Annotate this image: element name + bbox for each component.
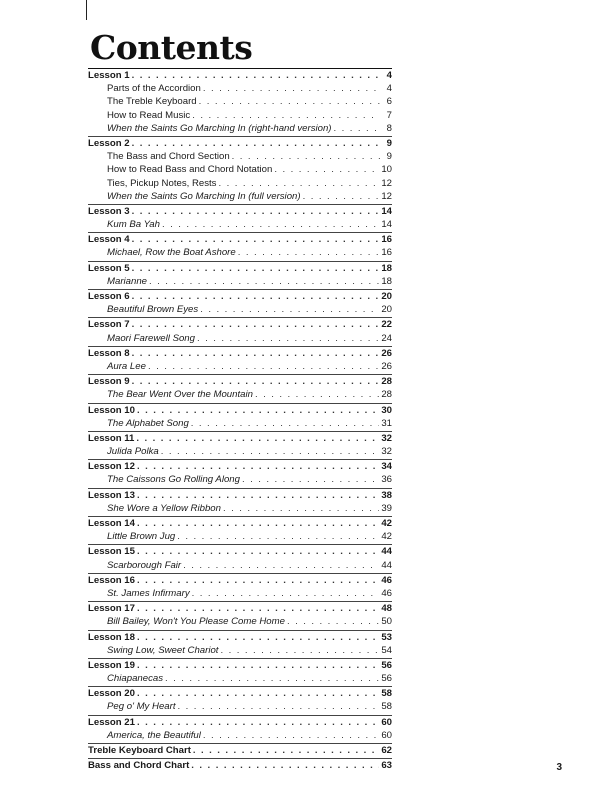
- toc-sub-entry-page: 20: [381, 304, 392, 316]
- toc-sub-entry: [88, 445, 392, 458]
- toc-lesson-entry: [88, 205, 392, 218]
- toc-lesson-entry-label: Lesson 21: [88, 716, 135, 728]
- toc-sub-entry: [88, 502, 392, 515]
- toc-lesson-entry-page: 60: [381, 716, 392, 728]
- toc-sub-entry: [88, 388, 392, 401]
- toc-lesson-entry-page: 38: [381, 489, 392, 501]
- toc-lesson-entry: [88, 759, 392, 772]
- toc-lesson-entry-page: 53: [381, 631, 392, 643]
- toc-lesson-entry-label: Lesson 1: [88, 70, 130, 81]
- toc-lesson-entry-label: Lesson 2: [88, 137, 130, 149]
- toc-lesson-entry: [88, 290, 392, 303]
- toc-group: [88, 137, 392, 205]
- toc-sub-entry-label: Maori Farewell Song: [107, 332, 195, 344]
- dot-leader: [232, 150, 380, 163]
- toc-sub-entry-label: Swing Low, Sweet Chariot: [107, 644, 219, 656]
- dot-leader: [137, 659, 379, 672]
- toc-sub-entry-page: 42: [381, 531, 392, 543]
- toc-group: [88, 631, 392, 659]
- toc-sub-entry-page: 12: [381, 190, 392, 202]
- toc-lesson-entry-page: 16: [381, 234, 392, 246]
- dot-leader: [137, 545, 379, 558]
- toc-sub-entry-label: The Bass and Chord Section: [107, 151, 230, 163]
- dot-leader: [132, 347, 380, 360]
- dot-leader: [274, 163, 379, 176]
- toc-lesson-entry-page: 14: [381, 205, 392, 217]
- toc-group: [88, 375, 392, 403]
- dot-leader: [303, 190, 380, 203]
- toc-sub-entry-page: 6: [386, 96, 392, 108]
- toc-lesson-entry: [88, 262, 392, 275]
- toc-lesson-entry: [88, 687, 392, 700]
- toc-sub-entry-page: 9: [386, 151, 392, 163]
- toc-sub-entry-label: America, the Beautiful: [107, 729, 201, 741]
- toc-sub-entry: [88, 95, 392, 108]
- toc-sub-entry: [88, 109, 392, 122]
- toc-lesson-entry: [88, 69, 392, 82]
- toc-sub-entry: [88, 530, 392, 543]
- toc-lesson-entry: [88, 631, 392, 644]
- toc-sub-entry-label: Beautiful Brown Eyes: [107, 304, 199, 316]
- toc-sub-entry: [88, 559, 392, 572]
- toc-sub-entry-page: 36: [381, 474, 392, 486]
- toc-lesson-entry: [88, 659, 392, 672]
- dot-leader: [177, 530, 379, 543]
- toc-lesson-entry-page: 62: [381, 745, 392, 756]
- dot-leader: [223, 502, 379, 515]
- toc-lesson-entry: [88, 716, 392, 729]
- dot-leader: [132, 233, 380, 246]
- toc-lesson-entry-page: 20: [381, 291, 392, 302]
- dot-leader: [137, 687, 379, 700]
- toc-sub-entry-page: 8: [386, 122, 392, 134]
- toc-lesson-entry-page: 18: [381, 262, 392, 274]
- toc-lesson-entry-label: Lesson 19: [88, 659, 135, 671]
- dot-leader: [137, 602, 379, 615]
- toc-lesson-entry-label: Lesson 15: [88, 546, 135, 558]
- toc-sub-entry-label: Michael, Row the Boat Ashore: [107, 247, 236, 259]
- dot-leader: [334, 122, 381, 135]
- toc-group: [88, 205, 392, 233]
- dot-leader: [192, 587, 380, 600]
- dot-leader: [165, 672, 379, 685]
- toc-sub-entry-label: She Wore a Yellow Ribbon: [107, 502, 221, 514]
- toc-sub-entry-page: 50: [381, 616, 392, 628]
- toc-sub-entry-page: 39: [381, 502, 392, 514]
- dot-leader: [191, 759, 379, 772]
- dot-leader: [132, 290, 380, 303]
- toc-sub-entry-page: 4: [386, 83, 392, 95]
- toc-sub-entry: [88, 163, 392, 176]
- toc-sub-entry-label: Peg o' My Heart: [107, 701, 176, 713]
- toc-sub-entry-label: The Bear Went Over the Mountain: [107, 389, 253, 401]
- dot-leader: [132, 262, 380, 275]
- dot-leader: [203, 82, 380, 95]
- toc-lesson-entry-page: 30: [381, 404, 392, 416]
- toc-sub-entry-label: St. James Infirmary: [107, 587, 190, 599]
- toc-sub-entry-page: 44: [381, 559, 392, 571]
- toc-lesson-entry-label: Lesson 14: [88, 518, 135, 529]
- toc-sub-entry-label: The Caissons Go Rolling Along: [107, 474, 240, 486]
- toc-lesson-entry-page: 4: [386, 70, 392, 81]
- dot-leader: [255, 388, 379, 401]
- toc-lesson-entry-label: Lesson 7: [88, 319, 130, 331]
- toc-lesson-entry: [88, 318, 392, 331]
- toc-sub-entry-label: Aura Lee: [107, 360, 146, 372]
- toc-lesson-entry-label: Lesson 6: [88, 291, 130, 302]
- toc-lesson-entry-label: Lesson 12: [88, 461, 135, 473]
- toc-sub-entry: [88, 700, 392, 713]
- toc-sub-entry: [88, 246, 392, 259]
- toc-sub-entry-label: Parts of the Accordion: [107, 83, 201, 95]
- dot-leader: [149, 275, 379, 288]
- toc-sub-entry-label: When the Saints Go Marching In (right-hand version): [107, 122, 332, 134]
- toc-lesson-entry: [88, 137, 392, 150]
- toc-sub-entry-label: Ties, Pickup Notes, Rests: [107, 177, 217, 189]
- toc-sub-entry: [88, 218, 392, 231]
- toc-sub-entry-page: 26: [381, 360, 392, 372]
- toc-sub-entry-label: Kum Ba Yah: [107, 219, 160, 231]
- toc-lesson-entry: [88, 404, 392, 417]
- toc-sub-entry: [88, 190, 392, 203]
- toc-lesson-entry: [88, 347, 392, 360]
- toc-group: [88, 290, 392, 318]
- toc-lesson-entry-page: 28: [381, 376, 392, 388]
- dot-leader: [162, 218, 379, 231]
- toc-sub-entry: [88, 332, 392, 345]
- dot-leader: [137, 489, 379, 502]
- toc-group: [88, 318, 392, 346]
- toc-lesson-entry-page: 58: [381, 688, 392, 700]
- dot-leader: [137, 574, 379, 587]
- toc-lesson-entry-page: 26: [381, 347, 392, 359]
- toc-lesson-entry-label: Lesson 10: [88, 404, 135, 416]
- page-title: Contents: [90, 28, 253, 67]
- dot-leader: [199, 95, 380, 108]
- toc-sub-entry: [88, 177, 392, 190]
- toc-lesson-entry: [88, 574, 392, 587]
- toc-lesson-entry: [88, 432, 392, 445]
- toc-lesson-entry: [88, 375, 392, 388]
- dot-leader: [132, 375, 380, 388]
- dot-leader: [192, 109, 380, 122]
- toc-sub-entry-label: Little Brown Jug: [107, 531, 176, 543]
- dot-leader: [183, 559, 379, 572]
- toc-sub-entry: [88, 729, 392, 742]
- dot-leader: [136, 432, 379, 445]
- toc-lesson-entry: [88, 517, 392, 530]
- toc-sub-entry-page: 58: [381, 701, 392, 713]
- toc-sub-entry-page: 16: [381, 247, 392, 259]
- dot-leader: [132, 205, 380, 218]
- toc-sub-entry-page: 31: [381, 417, 392, 429]
- toc-sub-entry-label: How to Read Music: [107, 109, 191, 121]
- toc-sub-entry-page: 10: [381, 164, 392, 176]
- dot-leader: [137, 517, 379, 530]
- toc-sub-entry: [88, 275, 392, 288]
- toc-lesson-entry-page: 42: [381, 518, 392, 529]
- toc-sub-entry-label: Bill Bailey, Won't You Please Come Home: [107, 616, 285, 628]
- toc-group: [88, 574, 392, 602]
- toc-lesson-entry-label: Lesson 17: [88, 603, 135, 615]
- toc-sub-entry: [88, 587, 392, 600]
- toc-sub-entry-label: When the Saints Go Marching In (full version): [107, 190, 301, 202]
- toc-lesson-entry-page: 63: [381, 760, 392, 772]
- toc-lesson-entry-label: Lesson 4: [88, 234, 130, 246]
- toc-lesson-entry-page: 56: [381, 659, 392, 671]
- toc-group: [88, 659, 392, 687]
- dot-leader: [197, 332, 379, 345]
- toc-lesson-entry-label: Lesson 9: [88, 376, 130, 388]
- dot-leader: [220, 644, 379, 657]
- toc-lesson-entry: [88, 545, 392, 558]
- dot-leader: [137, 631, 379, 644]
- toc-group: [88, 489, 392, 517]
- toc-group: [88, 545, 392, 573]
- toc-lesson-entry-label: Bass and Chord Chart: [88, 760, 190, 772]
- dot-leader: [193, 744, 379, 757]
- dot-leader: [238, 246, 380, 259]
- toc-sub-entry-label: How to Read Bass and Chord Notation: [107, 164, 273, 176]
- toc-lesson-entry-label: Lesson 16: [88, 574, 135, 586]
- dot-leader: [132, 318, 380, 331]
- toc-group: [88, 69, 392, 137]
- toc-group: [88, 759, 392, 773]
- toc-lesson-entry-page: 34: [381, 461, 392, 473]
- toc-sub-entry-page: 7: [386, 109, 392, 121]
- toc-lesson-entry: [88, 460, 392, 473]
- toc-sub-entry-label: Chiapanecas: [107, 673, 164, 685]
- toc-lesson-entry-page: 46: [381, 574, 392, 586]
- dot-leader: [148, 360, 379, 373]
- toc-lesson-entry-label: Lesson 3: [88, 205, 130, 217]
- toc-lesson-entry-page: 32: [381, 432, 392, 444]
- toc-sub-entry-page: 54: [381, 644, 392, 656]
- dot-leader: [218, 177, 379, 190]
- toc-sub-entry-page: 46: [381, 587, 392, 599]
- toc-lesson-entry-label: Treble Keyboard Chart: [88, 745, 191, 756]
- table-of-contents: [88, 68, 392, 773]
- toc-group: [88, 347, 392, 375]
- toc-group: [88, 460, 392, 488]
- toc-group: [88, 432, 392, 460]
- toc-group: [88, 744, 392, 759]
- toc-lesson-entry-page: 22: [381, 319, 392, 331]
- toc-lesson-entry-label: Lesson 5: [88, 262, 130, 274]
- toc-lesson-entry-label: Lesson 13: [88, 489, 135, 501]
- dot-leader: [203, 729, 379, 742]
- toc-sub-entry-page: 28: [381, 389, 392, 401]
- toc-lesson-entry-page: 9: [386, 137, 392, 149]
- toc-sub-entry-page: 12: [381, 177, 392, 189]
- toc-sub-entry-page: 32: [381, 446, 392, 458]
- toc-lesson-entry-label: Lesson 18: [88, 631, 135, 643]
- toc-sub-entry: [88, 672, 392, 685]
- toc-sub-entry: [88, 360, 392, 373]
- toc-sub-entry: [88, 417, 392, 430]
- toc-group: [88, 517, 392, 545]
- toc-sub-entry: [88, 122, 392, 135]
- dot-leader: [137, 716, 379, 729]
- toc-sub-entry-label: Scarborough Fair: [107, 559, 182, 571]
- toc-lesson-entry-label: Lesson 11: [88, 432, 135, 444]
- toc-lesson-entry: [88, 744, 392, 757]
- dot-leader: [177, 700, 379, 713]
- toc-group: [88, 687, 392, 715]
- dot-leader: [161, 445, 380, 458]
- toc-sub-entry: [88, 150, 392, 163]
- toc-lesson-entry-page: 48: [381, 603, 392, 615]
- toc-sub-entry-label: The Treble Keyboard: [107, 96, 197, 108]
- toc-group: [88, 404, 392, 432]
- dot-leader: [191, 417, 380, 430]
- toc-sub-entry-page: 24: [381, 332, 392, 344]
- toc-sub-entry-label: Julida Polka: [107, 446, 159, 458]
- toc-sub-entry-page: 18: [381, 275, 392, 287]
- dot-leader: [287, 615, 379, 628]
- toc-lesson-entry-label: Lesson 20: [88, 688, 135, 700]
- toc-sub-entry: [88, 303, 392, 316]
- toc-sub-entry-label: The Alphabet Song: [107, 417, 189, 429]
- toc-group: [88, 262, 392, 290]
- toc-lesson-entry: [88, 233, 392, 246]
- toc-group: [88, 716, 392, 744]
- dot-leader: [200, 303, 379, 316]
- toc-lesson-entry-page: 44: [381, 546, 392, 558]
- toc-sub-entry-label: Marianne: [107, 275, 147, 287]
- dot-leader: [137, 404, 379, 417]
- dot-leader: [132, 69, 380, 82]
- toc-sub-entry: [88, 615, 392, 628]
- toc-sub-entry: [88, 82, 392, 95]
- toc-sub-entry: [88, 644, 392, 657]
- dot-leader: [132, 137, 380, 150]
- toc-sub-entry-page: 60: [381, 729, 392, 741]
- toc-group: [88, 602, 392, 630]
- toc-sub-entry-page: 14: [381, 219, 392, 231]
- toc-lesson-entry: [88, 602, 392, 615]
- toc-sub-entry: [88, 473, 392, 486]
- toc-lesson-entry-label: Lesson 8: [88, 347, 130, 359]
- dot-leader: [137, 460, 379, 473]
- toc-sub-entry-page: 56: [381, 673, 392, 685]
- dot-leader: [242, 473, 379, 486]
- toc-lesson-entry: [88, 489, 392, 502]
- footer-page-number: 3: [556, 762, 562, 773]
- crop-mark-line: [86, 0, 87, 20]
- toc-group: [88, 233, 392, 261]
